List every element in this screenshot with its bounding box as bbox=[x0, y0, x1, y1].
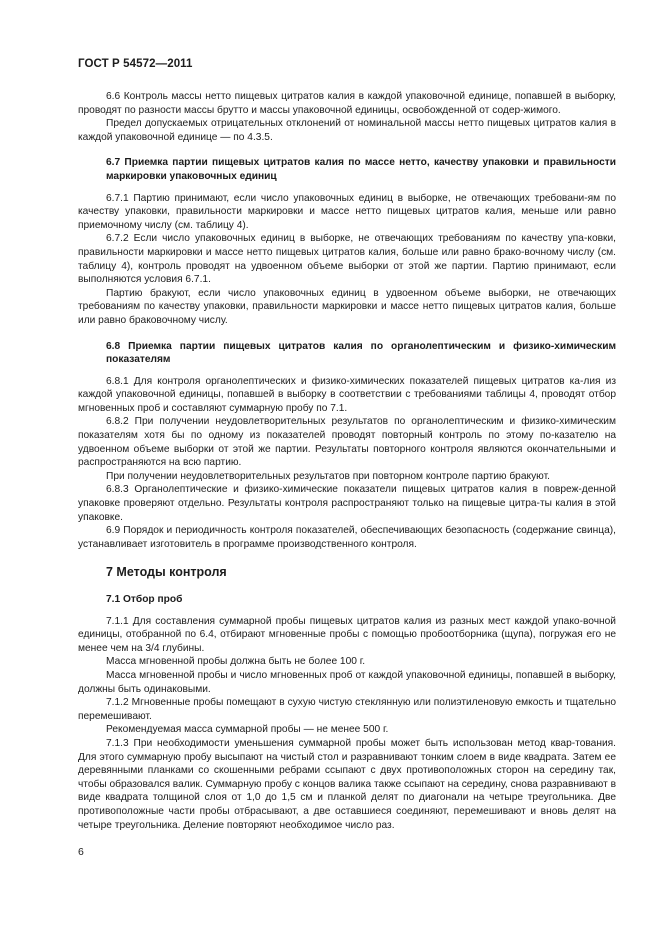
paragraph-6-7-2-reject: Партию бракуют, если число упаковочных единиц в удвоенном объеме выборки, не отвечающих требованиям по качеству упаковки, правильности маркировки и массе нетто пищевых цитратов калия, больше или равно браковочному числу. bbox=[78, 287, 616, 326]
paragraph-6-8-3: 6.8.3 Органолептические и физико-химические показатели пищевых цитратов калия в повреж-денной упаковке проверяют отдельно. Результаты контроля распространяют только на пищевые цитра-ты калия в этой упаковке. bbox=[78, 484, 616, 523]
paragraph-7-1-1-count: Масса мгновенной пробы и число мгновенных проб от каждой упаковочной единицы, попавшей в выборку, должны быть одинаковыми. bbox=[78, 669, 616, 695]
paragraph-6-7-1: 6.7.1 Партию принимают, если число упаковочных единиц в выборке, не отвечающих требовани-ям по качеству упаковки, правильности маркировки и массе нетто пищевых цитратов калия, меньше или равно приемочному числу (см. таблицу 4). bbox=[78, 192, 616, 231]
paragraph-6-7-2: 6.7.2 Если число упаковочных единиц в выборке, не отвечающих требованиям по качеству упа-ковки, правильности маркировки и массе нетто пищевых цитратов калия, больше или равно брако-вочному числу (см. таблицу 4), контроль проводят на удвоенном объеме выборки от этой же партии. Партию принимают, если выполняются условия 6.7.1. bbox=[78, 233, 616, 286]
document-header: ГОСТ Р 54572—2011 bbox=[78, 58, 193, 70]
paragraph-7-1-2: 7.1.2 Мгновенные пробы помещают в сухую чистую стеклянную или полиэтиленовую емкость и тщательно перемешивают. bbox=[78, 697, 616, 722]
subsection-7-1-heading: 7.1 Отбор проб bbox=[106, 594, 183, 605]
paragraph-6-8-2: 6.8.2 При получении неудовлетворительных результатов по органолептическим и физико-химическим показателям хотя бы по одному из показателей проводят повторный контроль по этому по-казателю на удвоенном объеме выборки от этой же партии. Результаты повторного контроля являются окончательными и распространяются на всю партию. bbox=[78, 416, 616, 469]
paragraph-6-6: 6.6 Контроль массы нетто пищевых цитратов калия в каждой упаковочной единице, попавшей в выборку, проводят по разности массы брутто и массы упаковочной единицы, освобожденной от содер-жимого. bbox=[78, 91, 616, 116]
heading-6-7: 6.7 Приемка партии пищевых цитратов калия по массе нетто, качеству упаковки и правильности маркировки упаковочных единиц bbox=[106, 157, 616, 182]
paragraph-7-1-2-mass: Рекомендуемая масса суммарной пробы — не менее 500 г. bbox=[106, 724, 389, 736]
paragraph-6-6-limit: Предел допускаемых отрицательных отклонений от номинальной массы нетто пищевых цитратов калия в каждой упаковочной единице — по 4.3.5. bbox=[78, 118, 616, 143]
paragraph-7-1-1-mass: Масса мгновенной пробы должна быть не более 100 г. bbox=[106, 656, 366, 668]
paragraph-6-8-1: 6.8.1 Для контроля органолептических и физико-химических показателей пищевых цитратов ка-лия из каждой упаковочной единицы, попавшей в выборку в соответствии с требованиями таблицы 4, проводят отбор мгновенных проб и составляют суммарную пробу по 7.1. bbox=[78, 375, 616, 414]
paragraph-6-8-2-reject: При получении неудовлетворительных результатов при повторном контроле партию бракуют. bbox=[106, 470, 550, 482]
section-7-heading: 7 Методы контроля bbox=[106, 565, 227, 580]
paragraph-6-9: 6.9 Порядок и периодичность контроля показателей, обеспечивающих безопасность (содержание свинца), устанавливает изготовитель в программе производственного контроля. bbox=[78, 525, 616, 550]
page-number: 6 bbox=[78, 846, 84, 858]
document-body bbox=[78, 90, 616, 832]
paragraph-7-1-3: 7.1.3 При необходимости уменьшения суммарной пробы может быть использован метод квар-тования. Для этого суммарную пробу высыпают на чистый стол и разравнивают тонким слоем в виде квадрата. Затем ее деревянными планками со скошенными ребрами ссыпают с двух противоположных сторон на середину так, чтобы образовался валик. Суммарную пробу с концов валика также ссыпают на середину, снова разравнивают в виде квадрата толщиной слоя от 1,0 до 1,5 см и планкой делят по диагонали на четыре треугольника. Две противоположные части пробы отбрасывают, а две оставшиеся соединяют, перемешивают и вновь делят на четыре треугольника. Деление повторяют необходимое число раз. bbox=[78, 737, 616, 831]
paragraph-7-1-1: 7.1.1 Для составления суммарной пробы пищевых цитратов калия из разных мест каждой упако-вочной единицы, отобранной по 6.4, отбирают мгновенные пробы с помощью пробоотборника (щупа), погружая его не менее чем на 3/4 глубины. bbox=[78, 615, 616, 654]
heading-6-8: 6.8 Приемка партии пищевых цитратов калия по органолептическим и физико-химическим показателям bbox=[106, 340, 616, 366]
